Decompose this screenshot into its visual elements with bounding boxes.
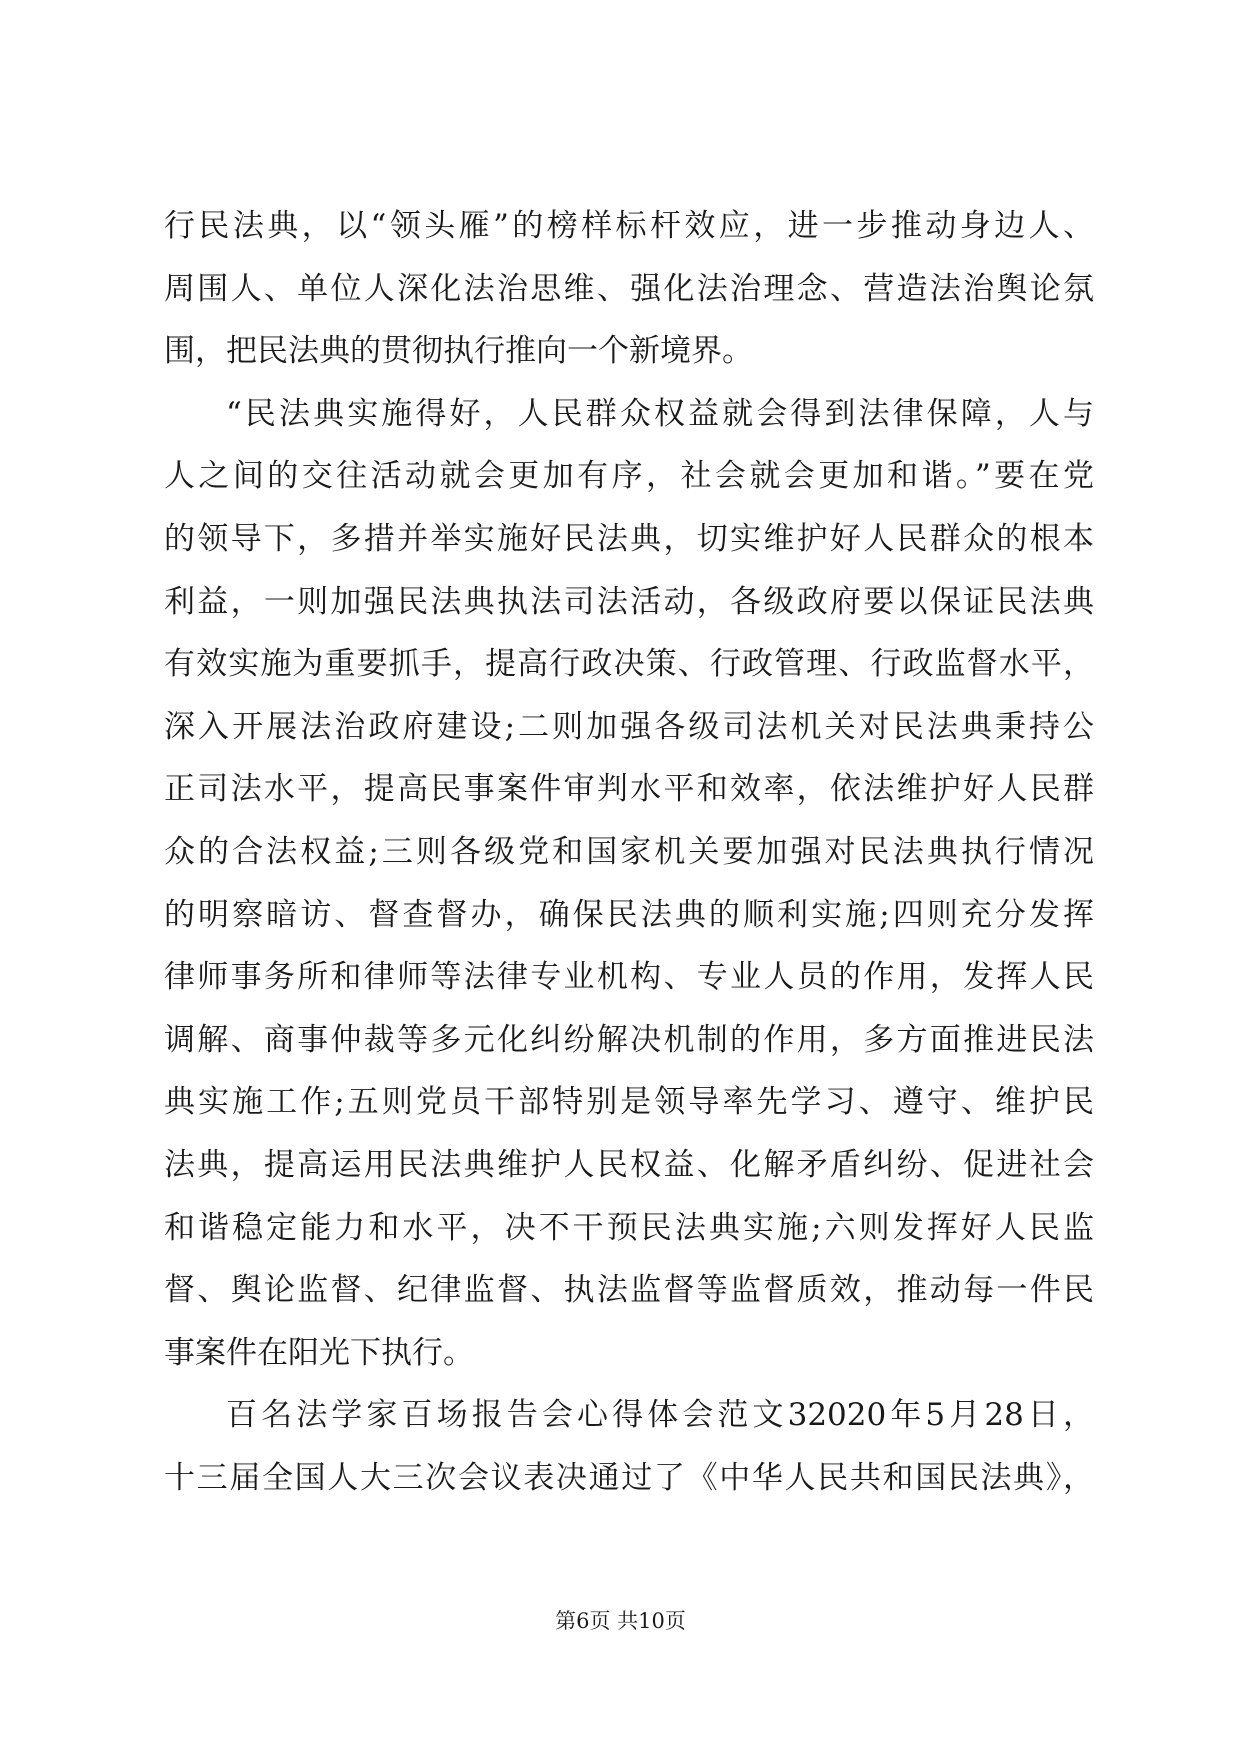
document-body [164, 195, 1094, 1509]
text-line-18: 督、舆论监督、纪律监督、执法监督等监督质效，推动每一件民 [164, 1272, 1094, 1309]
text-line-4: “民法典实施得好，人民群众权益就会得到法律保障，人与 [226, 395, 1094, 432]
text-line-14: 调解、商事仲裁等多元化纠纷解决机制的作用，多方面推进民法 [164, 1021, 1094, 1058]
text-line-3: 围，把民法典的贯彻执行推向一个新境界。 [164, 333, 753, 370]
text-line-9: 深入开展法治政府建设;二则加强各级司法机关对民法典秉持公 [164, 708, 1094, 745]
text-line-12: 的明察暗访、督查督办，确保民法典的顺利实施;四则充分发挥 [164, 896, 1094, 933]
text-line-15: 典实施工作;五则党员干部特别是领导率先学习、遵守、维护民 [164, 1084, 1094, 1121]
text-line-6: 的领导下，多措并举实施好民法典，切实维护好人民群众的根本 [164, 520, 1094, 557]
text-line-19: 事案件在阳光下执行。 [164, 1334, 474, 1371]
text-line-16: 法典，提高运用民法典维护人民权益、化解矛盾纠纷、促进社会 [164, 1146, 1094, 1183]
text-line-21: 十三届全国人大三次会议表决通过了《中华人民共和国民法典》， [164, 1459, 1094, 1496]
text-line-13: 律师事务所和律师等法律专业机构、专业人员的作用，发挥人民 [164, 959, 1094, 996]
text-line-2: 周围人、单位人深化法治思维、强化法治理念、营造法治舆论氛 [164, 270, 1094, 307]
text-line-11: 众的合法权益;三则各级党和国家机关要加强对民法典执行情况 [164, 833, 1094, 870]
text-line-20: 百名法学家百场报告会心得体会范文32020年5月28日， [226, 1397, 1094, 1434]
text-line-5: 人之间的交往活动就会更加有序，社会就会更加和谐。”要在党 [164, 458, 1094, 495]
text-line-1: 行民法典，以“领头雁”的榜样标杆效应，进一步推动身边人、 [164, 208, 1094, 244]
text-line-17: 和谐稳定能力和水平，决不干预民法典实施;六则发挥好人民监 [164, 1209, 1094, 1246]
text-line-8: 有效实施为重要抓手，提高行政决策、行政管理、行政监督水平， [164, 646, 1094, 683]
text-line-10: 正司法水平，提高民事案件审判水平和效率，依法维护好人民群 [164, 771, 1094, 808]
text-line-7: 利益，一则加强民法典执法司法活动，各级政府要以保证民法典 [164, 583, 1094, 620]
page-number-footer: 第6页 共10页 [555, 1609, 686, 1633]
